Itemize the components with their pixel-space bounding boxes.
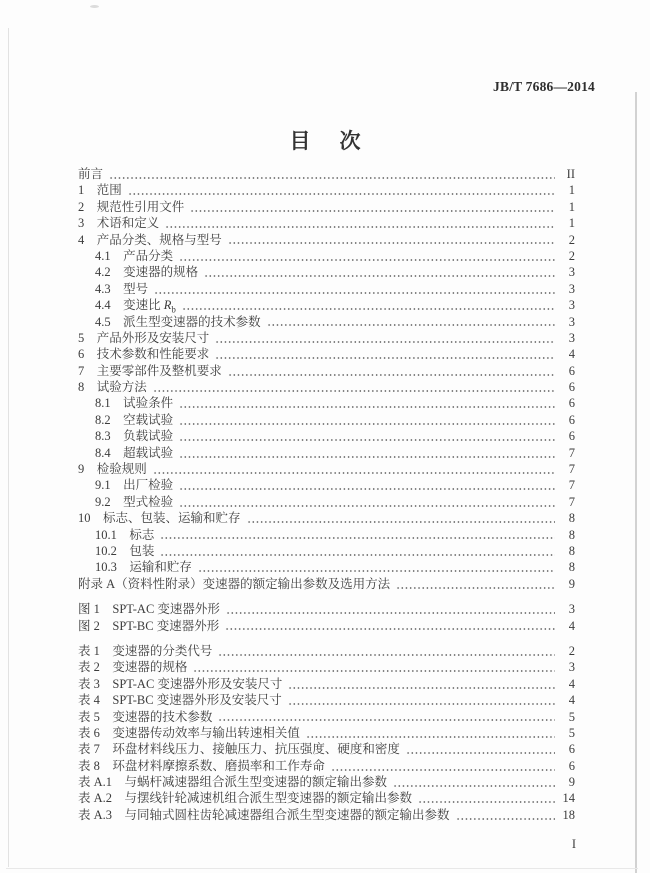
toc-entry [78, 428, 575, 444]
toc-entry [78, 758, 575, 774]
toc-entry-label: 表 5 变速器的技术参数 [78, 709, 213, 724]
toc-leader-dots [153, 390, 555, 392]
toc-leader-dots [215, 357, 555, 359]
toc-entry-page: 6 [568, 429, 575, 444]
toc-entry-page: 18 [562, 807, 575, 822]
toc-entry [78, 790, 575, 806]
toc-leader-dots [218, 654, 555, 656]
toc-entry-page: 4 [568, 347, 575, 362]
toc-entry [78, 395, 575, 411]
toc-leader-dots [228, 374, 555, 376]
toc-entry [78, 709, 575, 725]
toc-leader-dots [198, 570, 555, 572]
toc-entry-label: 9.2 型式检验 [95, 494, 174, 509]
toc-entry [78, 618, 575, 634]
toc-entry-page: 6 [568, 742, 575, 757]
toc-leader-dots [306, 736, 555, 738]
toc-entry [78, 494, 575, 510]
toc-entry-label: 表 A.3 与同轴式圆柱齿轮减速器组合派生型变速器的额定输出参数 [78, 807, 450, 822]
toc-entry-label: 10.2 包装 [95, 543, 155, 558]
scan-edge-bottom [6, 868, 638, 869]
toc-entry-page: 6 [568, 412, 575, 427]
toc-entry-page: 2 [568, 232, 575, 247]
toc-leader-dots [226, 612, 555, 614]
toc-entry-label: 表 A.2 与摆线针轮减速机组合派生型变速器的额定输出参数 [78, 791, 413, 806]
toc-leader-dots [193, 670, 555, 672]
toc-leader-dots [160, 537, 555, 539]
toc-entry-page: II [566, 167, 575, 181]
toc-leader-dots [165, 226, 555, 228]
scan-artifact [90, 5, 99, 8]
toc-entry-label: 4 产品分类、规格与型号 [78, 232, 222, 247]
toc-entry-page: 7 [568, 494, 575, 509]
toc-entry-page: 9 [568, 576, 575, 591]
toc-leader-dots [190, 210, 555, 212]
toc-entry-label: 图 1 SPT-AC 变速器外形 [78, 602, 220, 617]
table-of-contents [78, 166, 575, 823]
toc-leader-dots [179, 456, 555, 458]
toc-figure-entries [78, 601, 575, 634]
toc-entry-label: 3 术语和定义 [78, 216, 160, 231]
toc-entry [78, 232, 575, 248]
toc-entry-label: 9.1 出厂检验 [95, 478, 174, 493]
toc-entry-page: 1 [568, 199, 575, 214]
toc-leader-dots [154, 292, 555, 294]
toc-entry [78, 297, 575, 313]
toc-leader-dots [267, 324, 555, 326]
toc-leader-dots [109, 177, 555, 179]
toc-leader-dots [160, 554, 555, 556]
toc-leader-dots [225, 628, 555, 630]
toc-entry [78, 379, 575, 395]
toc-entry-page: 6 [568, 396, 575, 411]
toc-entry-label: 表 7 环盘材料线压力、接触压力、抗压强度、硬度和密度 [78, 742, 400, 757]
toc-entry-label: 8.4 超载试验 [95, 445, 174, 460]
toc-entry [78, 330, 575, 346]
toc-entry-page: 2 [568, 643, 575, 658]
toc-leader-dots [204, 275, 555, 277]
toc-entry-page: 2 [568, 248, 575, 263]
toc-leader-dots [179, 488, 555, 490]
toc-entry [78, 264, 575, 280]
toc-entry [78, 543, 575, 559]
toc-entry-label: 4.2 变速器的规格 [95, 265, 199, 280]
toc-entry-label: 表 3 SPT-AC 变速器外形及安装尺寸 [78, 676, 283, 691]
toc-entry-page: 9 [568, 775, 575, 790]
standard-number: JB/T 7686—2014 [493, 79, 595, 94]
toc-leader-dots [179, 439, 555, 441]
toc-entry [78, 601, 575, 617]
toc-entry-label: 4.3 型号 [95, 281, 149, 296]
toc-entry-page: 3 [568, 660, 575, 675]
toc-entry [78, 346, 575, 362]
toc-entry-page: 6 [568, 380, 575, 395]
toc-entry-label: 图 2 SPT-BC 变速器外形 [78, 618, 220, 633]
toc-entry [78, 676, 575, 692]
toc-entry [78, 527, 575, 543]
toc-leader-dots [228, 242, 555, 244]
toc-entry [78, 412, 575, 428]
toc-entry-page: 6 [568, 758, 575, 773]
toc-entry [78, 477, 575, 493]
toc-entry [78, 461, 575, 477]
toc-entry-page: 5 [568, 709, 575, 724]
toc-entry [78, 445, 575, 461]
toc-entry-label: 8.3 负载试验 [95, 429, 174, 444]
toc-entry-label: 1 范围 [78, 183, 122, 198]
toc-entry-label: 表 4 SPT-BC 变速器外形及安装尺寸 [78, 693, 282, 708]
toc-leader-dots [288, 687, 555, 689]
toc-entry-page: 1 [568, 183, 575, 198]
toc-entry-page: 3 [568, 314, 575, 329]
toc-entry-page: 7 [568, 462, 575, 477]
toc-entry-label: 前言 [78, 167, 104, 181]
toc-entry-label: 10 标志、包装、运输和贮存 [78, 511, 241, 526]
toc-entry [78, 741, 575, 757]
toc-entry [78, 725, 575, 741]
toc-entry [78, 692, 575, 708]
toc-entry [78, 215, 575, 231]
toc-entry-label: 4.5 派生型变速器的技术参数 [95, 314, 261, 329]
toc-entry [78, 807, 575, 823]
toc-leader-dots [393, 785, 555, 787]
toc-entry-label: 表 2 变速器的规格 [78, 660, 188, 675]
toc-entry-label: 4.1 产品分类 [95, 248, 174, 263]
toc-entry-page: 3 [568, 265, 575, 280]
toc-entry-page: 3 [568, 602, 575, 617]
toc-leader-dots [179, 259, 555, 261]
toc-entry-page: 4 [568, 676, 575, 691]
scan-edge-right [635, 92, 637, 873]
toc-entry [78, 643, 575, 659]
toc-entry [78, 314, 575, 330]
toc-leader-dots [396, 587, 555, 589]
toc-main-entries [78, 166, 575, 592]
toc-entry-page: 8 [568, 511, 575, 526]
toc-entry-page: 3 [568, 298, 575, 313]
toc-entry-label: 附录 A（资料性附录）变速器的额定输出参数及选用方法 [78, 576, 391, 591]
toc-table-entries [78, 643, 575, 823]
toc-entry-page: 4 [568, 618, 575, 633]
toc-entry-label: 表 6 变速器传动效率与输出转速相关值 [78, 725, 300, 740]
toc-entry-page: 7 [568, 478, 575, 493]
toc-leader-dots [331, 769, 555, 771]
toc-entry-page: 4 [568, 693, 575, 708]
toc-entry [78, 559, 575, 575]
toc-leader-dots [182, 308, 555, 310]
toc-entry-label: 8.2 空载试验 [95, 412, 174, 427]
toc-entry [78, 281, 575, 297]
toc-entry [78, 510, 575, 526]
toc-leader-dots [247, 521, 555, 523]
toc-entry-page: 14 [562, 791, 575, 806]
toc-entry [78, 248, 575, 264]
toc-entry [78, 363, 575, 379]
toc-leader-dots [406, 752, 555, 754]
toc-entry-page: 3 [568, 330, 575, 345]
toc-leader-dots [418, 801, 555, 803]
toc-entry-label: 4.4 变速比 $R_b$ [95, 298, 176, 315]
toc-entry [78, 199, 575, 215]
toc-leader-dots [215, 341, 555, 343]
toc-entry-page: 8 [568, 527, 575, 542]
toc-entry-page: 5 [568, 725, 575, 740]
toc-entry-label: 9 检验规则 [78, 462, 147, 477]
toc-entry [78, 166, 575, 182]
toc-entry-label: 10.3 运输和贮存 [95, 560, 192, 575]
toc-entry [78, 182, 575, 198]
toc-entry-page: 3 [568, 281, 575, 296]
toc-leader-dots [128, 193, 555, 195]
toc-entry-page: 8 [568, 543, 575, 558]
page-number: I [571, 837, 576, 851]
toc-leader-dots [153, 472, 555, 474]
toc-entry-page: 8 [568, 560, 575, 575]
toc-entry-label: 5 产品外形及安装尺寸 [78, 330, 210, 345]
toc-entry-page: 6 [568, 363, 575, 378]
toc-entry-label: 6 技术参数和性能要求 [78, 347, 210, 362]
toc-leader-dots [456, 818, 555, 820]
toc-entry [78, 659, 575, 675]
toc-entry-label: 8.1 试验条件 [95, 396, 174, 411]
toc-entry-label: 表 1 变速器的分类代号 [78, 643, 213, 658]
toc-leader-dots [179, 505, 555, 507]
toc-entry-label: 10.1 标志 [95, 527, 155, 542]
toc-entry-label: 7 主要零部件及整机要求 [78, 363, 222, 378]
toc-entry-label: 表 8 环盘材料摩擦系数、磨损率和工作寿命 [78, 758, 325, 773]
toc-entry [78, 576, 575, 592]
toc-entry-label: 8 试验方法 [78, 380, 147, 395]
toc-leader-dots [179, 423, 555, 425]
toc-entry-label: 表 A.1 与蜗杆减速器组合派生型变速器的额定输出参数 [78, 775, 388, 790]
toc-entry-label: 2 规范性引用文件 [78, 199, 185, 214]
toc-entry-page: 7 [568, 445, 575, 460]
toc-entry [78, 774, 575, 790]
page-title: 目 次 [289, 129, 365, 153]
toc-leader-dots [218, 719, 555, 721]
toc-leader-dots [288, 703, 555, 705]
toc-leader-dots [179, 406, 555, 408]
toc-entry-page: 1 [568, 216, 575, 231]
